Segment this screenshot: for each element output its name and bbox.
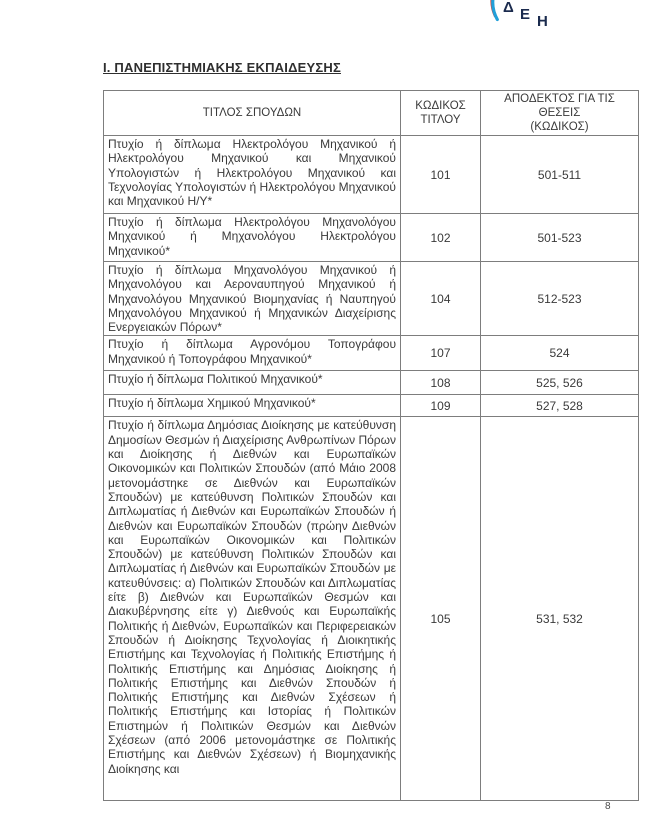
degree-title-text: Πτυχίο ή δίπλωμα Ηλεκτρολόγου Μηχανικού ή Ηλεκτρολόγου Μηχανικού και Μηχανικού Υπολογιστών ή Ηλεκτρολόγου Μηχανικού και Τεχνολογίας Υπολογιστών ή Ηλεκτρολόγου Μηχανικού και Μηχανικού Η/Υ*: [108, 137, 396, 209]
positions-cell: 524: [481, 336, 639, 371]
table-row: [104, 336, 639, 371]
logo-letter-epsilon: Ε: [520, 6, 531, 23]
positions-cell: 501-511: [481, 136, 639, 214]
title-code-cell: 108: [401, 371, 481, 395]
section-heading: Ι. ΠΑΝΕΠΙΣΤΗΜΙΑΚΗΣ ΕΚΠΑΙΔΕΥΣΗΣ: [103, 60, 341, 75]
positions-cell: 501-523: [481, 214, 639, 262]
degree-title-cell: [104, 136, 401, 214]
header-code-line1: ΚΩΔΙΚΟΣ: [415, 100, 466, 112]
table-header-row: [104, 91, 639, 136]
degree-title-text: Πτυχίο ή δίπλωμα Ηλεκτρολόγου Μηχανολόγου Μηχανικού ή Μηχανολόγου Ηλεκτρολόγου Μηχανικού*: [108, 215, 396, 258]
table-row: [104, 371, 639, 395]
table-row: [104, 262, 639, 336]
positions-cell: 531, 532: [481, 417, 639, 801]
header-positions-line1: ΑΠΟΔΕΚΤΟΣ ΓΙΑ ΤΙΣ: [504, 93, 615, 105]
degree-title-text: Πτυχίο ή δίπλωμα Αγρονόμου Τοπογράφου Μηχανικού ή Τοπογράφου Μηχανικού*: [108, 337, 396, 366]
degree-title-text: Πτυχίο ή δίπλωμα Χημικού Μηχανικού*: [108, 396, 316, 411]
degree-title-cell: [104, 214, 401, 262]
header-positions-line2: ΘΕΣΕΙΣ: [538, 107, 581, 119]
degree-title-cell: [104, 417, 401, 801]
degree-title-text: Πτυχίο ή δίπλωμα Δημόσιας Διοίκησης με κατεύθυνση Δημοσίων Θεσμών ή Διαχείρισης Ανθρωπίνων Πόρων και Διοίκησης ή Διεθνών και Ευρωπαϊκών Οικονομικών και Πολιτικών Σπουδών (από Μάιο 2008 μετονομάστηκε σε Διεθνών και Ευρωπαϊκών Σπουδών) με κατεύθυνση Πολιτικών Σπουδών και Διπλωματίας ή Διεθνών και Ευρωπαϊκών Σπουδών ή Διεθνών και Ευρωπαϊκών Σπουδών (πρώην Διεθνών και Ευρωπαϊκών Οικονομικών και Πολιτικών Σπουδών) με κατεύθυνση Πολιτικών Σπουδών και Διπλωματίας ή Διεθνών και Ευρωπαϊκών Σπουδών με κατευθύνσεις: α) Πολιτικών Σπουδών και Διπλωματίας είτε β) Διεθνών και Ευρωπαϊκών Θεσμών και Διακυβέρνησης είτε γ) Διεθνούς και Ευρωπαϊκής Πολιτικής ή Διεθνών, Ευρωπαϊκών και Περιφερειακών Σπουδών ή Διοίκησης Τεχνολογίας ή Διοικητικής Επιστήμης και Τεχνολογίας ή Πολιτικής Επιστήμης ή Πολιτικής Επιστήμης και Δημόσιας Διοίκησης ή Πολιτικής Επιστήμης και Διεθνών Σπουδών ή Πολιτικής Επιστήμης και Διεθνών Σχέσεων ή Πολιτικής Επιστήμης και Ιστορίας ή Πολιτικών Επιστημών ή Πολιτικών Θεσμών και Διεθνών Σχέσεων (από 2006 μετονομάστηκε σε Πολιτικής Επιστήμης και Διεθνών Σχέσεων) ή Βιομηχανικής Διοίκησης και: [108, 418, 396, 776]
logo-letter-eta: Η: [537, 13, 548, 30]
title-code-cell: 104: [401, 262, 481, 336]
title-code-cell: 109: [401, 395, 481, 417]
deh-logo-icon: [489, 0, 589, 45]
degree-title-text: Πτυχίο ή δίπλωμα Μηχανολόγου Μηχανικού ή Μηχανολόγου και Αεροναυπηγού Μηχανικού ή Μηχανολόγου Μηχανικού Βιομηχανίας ή Ναυπηγού Μηχανολόγου Μηχανικού ή Μηχανικών Διαχείρισης Ενεργειακών Πόρων*: [108, 263, 396, 335]
degree-title-cell: [104, 371, 401, 395]
degree-title-cell: [104, 336, 401, 371]
degree-title-cell: [104, 395, 401, 417]
column-header-accepted-positions: [481, 91, 639, 136]
qualifications-table: [103, 90, 639, 801]
column-header-degree-title: ΤΙΤΛΟΣ ΣΠΟΥΔΩΝ: [104, 91, 401, 136]
table-row: [104, 417, 639, 801]
header-positions-line3: (ΚΩΔΙΚΟΣ): [530, 121, 589, 133]
table-row: [104, 395, 639, 417]
title-code-cell: 101: [401, 136, 481, 214]
positions-cell: 527, 528: [481, 395, 639, 417]
degree-title-text: Πτυχίο ή δίπλωμα Πολιτικού Μηχανικού*: [108, 372, 323, 387]
table-row: [104, 214, 639, 262]
logo-letter-delta: Δ: [503, 0, 514, 16]
column-header-title-code: [401, 91, 481, 136]
positions-cell: 512-523: [481, 262, 639, 336]
page-number: 8: [605, 801, 611, 812]
title-code-cell: 107: [401, 336, 481, 371]
qualifications-table-container: [103, 90, 639, 801]
title-code-cell: 102: [401, 214, 481, 262]
table-row: [104, 136, 639, 214]
header-code-line2: ΤΙΤΛΟΥ: [420, 114, 461, 126]
title-code-cell: 105: [401, 417, 481, 801]
positions-cell: 525, 526: [481, 371, 639, 395]
degree-title-cell: [104, 262, 401, 336]
